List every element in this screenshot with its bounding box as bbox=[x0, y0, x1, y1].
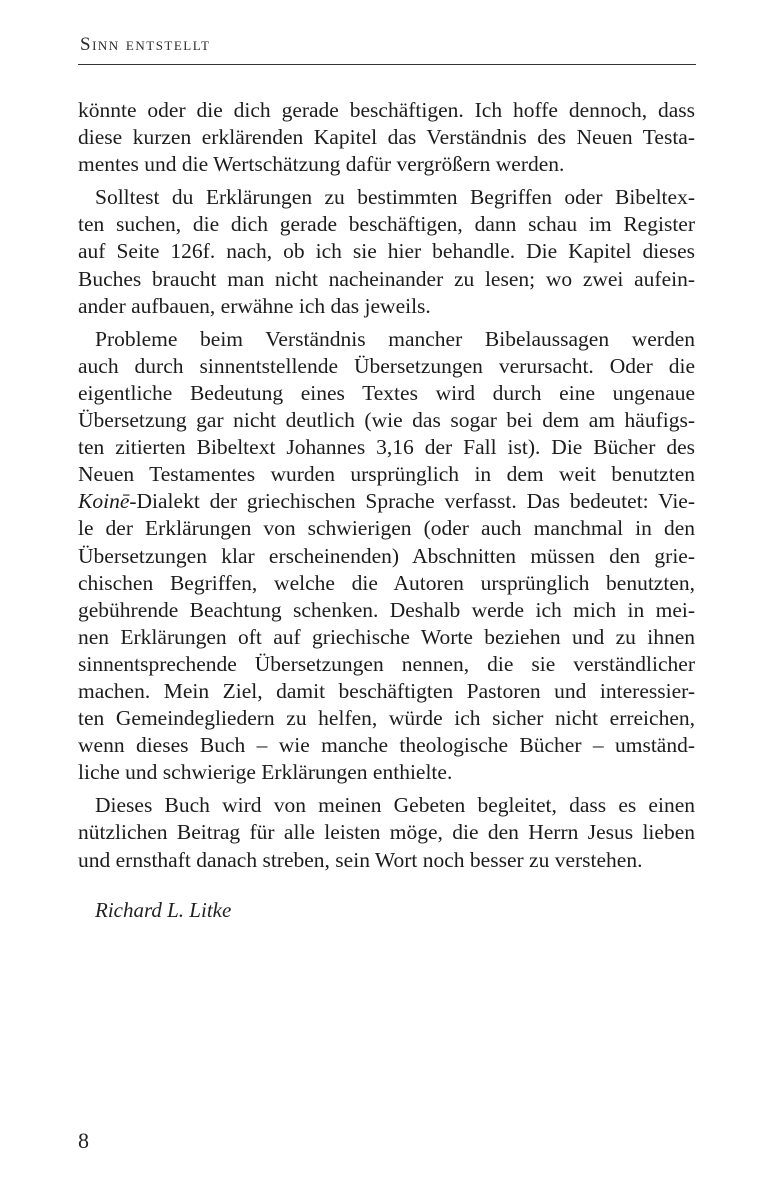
header-rule bbox=[78, 64, 696, 65]
text-line: eigentliche Bedeutung eines Textes wird durch eine ungenaue bbox=[78, 380, 695, 405]
text-line: ten suchen, die dich gerade beschäftigen, dann schau im Register bbox=[78, 212, 695, 237]
text-line: liche und schwierige Erklärungen enthielte. bbox=[78, 760, 453, 785]
text-line: Übersetzungen klar erscheinenden) Abschnitten müssen den grie- bbox=[78, 543, 695, 568]
paragraph-1 bbox=[78, 97, 695, 178]
text-line-rest: -Dialekt der griechischen Sprache verfasst. Das bedeutet: Vie- bbox=[129, 489, 695, 514]
body-text bbox=[78, 97, 695, 874]
text-line: wenn dieses Buch – wie manche theologische Bücher – umständ- bbox=[78, 733, 695, 758]
text-line: Übersetzung gar nicht deutlich (wie das sogar bei dem am häufigs- bbox=[78, 408, 695, 433]
text-line: nützlichen Beitrag für alle leisten möge, die den Herrn Jesus lieben bbox=[78, 820, 695, 845]
text-line: ten zitierten Bibeltext Johannes 3,16 der Fall ist). Die Bücher des bbox=[78, 435, 695, 460]
text-line: könnte oder die dich gerade beschäftigen. Ich hoffe dennoch, dass bbox=[78, 98, 695, 122]
paragraph-3 bbox=[78, 326, 695, 787]
italic-term: Koinē bbox=[78, 489, 130, 514]
text-line: machen. Mein Ziel, damit beschäftigten Pastoren und interessier- bbox=[78, 678, 695, 703]
text-line: auch durch sinnentstellende Übersetzungen verursacht. Oder die bbox=[78, 353, 695, 378]
paragraph-4 bbox=[78, 792, 695, 873]
text-line-with-italic bbox=[78, 488, 695, 515]
text-line: Probleme beim Verständnis mancher Bibelaussagen werden bbox=[95, 326, 695, 351]
text-line: auf Seite 126f. nach, ob ich sie hier behandle. Die Kapitel dieses bbox=[78, 239, 695, 264]
text-line: mentes und die Wertschätzung dafür vergrößern werden. bbox=[78, 152, 565, 177]
text-line: Dieses Buch wird von meinen Gebeten begleitet, dass es einen bbox=[95, 793, 695, 818]
text-line: chischen Begriffen, welche die Autoren ursprünglich benutzten, bbox=[78, 570, 695, 595]
text-line: Solltest du Erklärungen zu bestimmten Begriffen oder Bibeltex- bbox=[95, 185, 695, 210]
text-line: sinnentsprechende Übersetzungen nennen, die sie verständlicher bbox=[78, 651, 695, 676]
text-line: Neuen Testamentes wurden ursprünglich in dem weit benutzten bbox=[78, 462, 695, 487]
text-line: ten Gemeindegliedern zu helfen, würde ich sicher nicht erreichen, bbox=[78, 706, 695, 731]
page-number: 8 bbox=[78, 1128, 89, 1153]
paragraph-2 bbox=[78, 184, 695, 319]
text-line: Buches braucht man nicht nacheinander zu lesen; wo zwei aufein- bbox=[78, 266, 695, 291]
text-line: nen Erklärungen oft auf griechische Worte beziehen und zu ihnen bbox=[78, 624, 695, 649]
text-line: diese kurzen erklärenden Kapitel das Verständnis des Neuen Testa- bbox=[78, 125, 695, 150]
text-line: gebührende Beachtung schenken. Deshalb werde ich mich in mei- bbox=[78, 597, 695, 622]
running-head: Sinn entstellt bbox=[80, 34, 211, 55]
text-line: und ernsthaft danach streben, sein Wort noch besser zu verstehen. bbox=[78, 847, 643, 872]
text-line: le der Erklärungen von schwierigen (oder auch manchmal in den bbox=[78, 516, 695, 541]
author-signature: Richard L. Litke bbox=[95, 898, 232, 922]
text-line: ander aufbauen, erwähne ich das jeweils. bbox=[78, 293, 431, 318]
